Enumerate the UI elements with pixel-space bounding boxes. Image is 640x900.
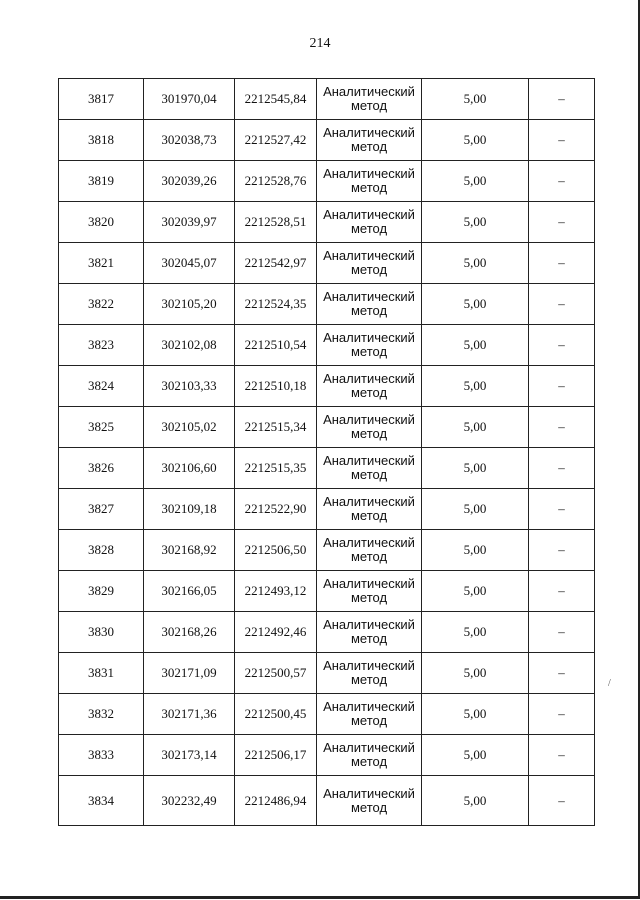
table-row — [59, 79, 595, 120]
method-line-2: метод — [350, 672, 388, 687]
note-cell: – — [529, 653, 595, 694]
table-row — [59, 448, 595, 489]
table-row — [59, 407, 595, 448]
x-coordinate-cell: 302232,49 — [144, 776, 235, 826]
accuracy-cell: 5,00 — [422, 325, 529, 366]
method-cell — [317, 407, 422, 448]
method-line-1: Аналитический — [323, 785, 415, 801]
method-line-2: метод — [350, 549, 388, 564]
method-line-2: метод — [350, 221, 388, 236]
point-number-cell: 3821 — [59, 243, 144, 284]
x-coordinate-cell: 302038,73 — [144, 120, 235, 161]
accuracy-cell: 5,00 — [422, 202, 529, 243]
method-line-2: метод — [350, 180, 388, 195]
x-coordinate-cell: 302171,09 — [144, 653, 235, 694]
method-line-1: Аналитический — [323, 740, 415, 755]
method-cell — [317, 161, 422, 202]
page-number: 214 — [309, 36, 331, 51]
y-coordinate-cell: 2212528,51 — [235, 202, 317, 243]
method-line-2: метод — [350, 754, 388, 769]
table-row — [59, 530, 595, 571]
y-coordinate-cell: 2212492,46 — [235, 612, 317, 653]
coordinates-table — [58, 78, 595, 826]
method-line-2: метод — [350, 631, 388, 646]
method-line-2: метод — [350, 467, 388, 482]
y-coordinate-cell: 2212510,18 — [235, 366, 317, 407]
y-coordinate-cell: 2212528,76 — [235, 161, 317, 202]
note-cell: – — [529, 366, 595, 407]
accuracy-cell: 5,00 — [422, 694, 529, 735]
accuracy-cell: 5,00 — [422, 284, 529, 325]
accuracy-cell: 5,00 — [422, 79, 529, 120]
method-line-1: Аналитический — [323, 617, 415, 632]
method-line-1: Аналитический — [323, 371, 415, 386]
method-cell — [317, 366, 422, 407]
point-number-cell: 3829 — [59, 571, 144, 612]
table-row — [59, 284, 595, 325]
method-line-2: метод — [350, 344, 388, 359]
table-row — [59, 325, 595, 366]
method-line-1: Аналитический — [323, 289, 415, 304]
note-cell: – — [529, 407, 595, 448]
x-coordinate-cell: 302106,60 — [144, 448, 235, 489]
x-coordinate-cell: 302103,33 — [144, 366, 235, 407]
y-coordinate-cell: 2212506,50 — [235, 530, 317, 571]
method-line-1: Аналитический — [323, 453, 415, 468]
scan-artifact: / — [608, 678, 611, 689]
point-number-cell: 3824 — [59, 366, 144, 407]
y-coordinate-cell: 2212515,35 — [235, 448, 317, 489]
method-cell — [317, 120, 422, 161]
x-coordinate-cell: 302173,14 — [144, 735, 235, 776]
accuracy-cell: 5,00 — [422, 612, 529, 653]
accuracy-cell: 5,00 — [422, 735, 529, 776]
x-coordinate-cell: 301970,04 — [144, 79, 235, 120]
method-cell — [317, 735, 422, 776]
method-line-1: Аналитический — [323, 535, 415, 550]
table-row — [59, 571, 595, 612]
method-line-2: метод — [350, 590, 388, 605]
method-line-2: метод — [350, 799, 388, 815]
method-line-2: метод — [350, 303, 388, 318]
table-row — [59, 366, 595, 407]
note-cell: – — [529, 489, 595, 530]
method-line-2: метод — [350, 385, 388, 400]
x-coordinate-cell: 302166,05 — [144, 571, 235, 612]
y-coordinate-cell: 2212500,57 — [235, 653, 317, 694]
note-cell: – — [529, 202, 595, 243]
x-coordinate-cell: 302039,26 — [144, 161, 235, 202]
method-cell — [317, 612, 422, 653]
x-coordinate-cell: 302171,36 — [144, 694, 235, 735]
accuracy-cell: 5,00 — [422, 489, 529, 530]
y-coordinate-cell: 2212524,35 — [235, 284, 317, 325]
y-coordinate-cell: 2212522,90 — [235, 489, 317, 530]
method-line-1: Аналитический — [323, 330, 415, 345]
note-cell: – — [529, 120, 595, 161]
method-line-1: Аналитический — [323, 207, 415, 222]
y-coordinate-cell: 2212510,54 — [235, 325, 317, 366]
method-cell — [317, 530, 422, 571]
method-line-2: метод — [350, 98, 388, 113]
point-number-cell: 3817 — [59, 79, 144, 120]
point-number-cell: 3832 — [59, 694, 144, 735]
method-cell — [317, 571, 422, 612]
table-row — [59, 120, 595, 161]
note-cell: – — [529, 571, 595, 612]
method-cell — [317, 653, 422, 694]
table-row — [59, 161, 595, 202]
method-line-1: Аналитический — [323, 699, 415, 714]
y-coordinate-cell: 2212542,97 — [235, 243, 317, 284]
point-number-cell: 3830 — [59, 612, 144, 653]
note-cell: – — [529, 694, 595, 735]
method-cell — [317, 694, 422, 735]
x-coordinate-cell: 302045,07 — [144, 243, 235, 284]
method-line-1: Аналитический — [323, 166, 415, 181]
method-line-1: Аналитический — [323, 494, 415, 509]
note-cell: – — [529, 735, 595, 776]
accuracy-cell: 5,00 — [422, 571, 529, 612]
table-row — [59, 243, 595, 284]
x-coordinate-cell: 302039,97 — [144, 202, 235, 243]
y-coordinate-cell: 2212500,45 — [235, 694, 317, 735]
y-coordinate-cell: 2212527,42 — [235, 120, 317, 161]
method-line-1: Аналитический — [323, 658, 415, 673]
note-cell: – — [529, 325, 595, 366]
method-line-1: Аналитический — [323, 576, 415, 591]
point-number-cell: 3819 — [59, 161, 144, 202]
accuracy-cell: 5,00 — [422, 120, 529, 161]
point-number-cell: 3827 — [59, 489, 144, 530]
accuracy-cell: 5,00 — [422, 161, 529, 202]
y-coordinate-cell: 2212486,94 — [235, 776, 317, 826]
accuracy-cell: 5,00 — [422, 653, 529, 694]
method-cell — [317, 776, 422, 826]
method-line-2: метод — [350, 139, 388, 154]
method-line-1: Аналитический — [323, 248, 415, 263]
y-coordinate-cell: 2212515,34 — [235, 407, 317, 448]
table-row — [59, 735, 595, 776]
note-cell: – — [529, 243, 595, 284]
note-cell: – — [529, 284, 595, 325]
table-row — [59, 612, 595, 653]
table-row — [59, 694, 595, 735]
note-cell: – — [529, 448, 595, 489]
table-row — [59, 489, 595, 530]
method-cell — [317, 202, 422, 243]
table-body — [59, 79, 595, 826]
x-coordinate-cell: 302168,92 — [144, 530, 235, 571]
method-line-1: Аналитический — [323, 84, 415, 99]
method-line-2: метод — [350, 508, 388, 523]
method-line-1: Аналитический — [323, 125, 415, 140]
point-number-cell: 3825 — [59, 407, 144, 448]
table-row — [59, 202, 595, 243]
point-number-cell: 3833 — [59, 735, 144, 776]
y-coordinate-cell: 2212506,17 — [235, 735, 317, 776]
note-cell: – — [529, 530, 595, 571]
point-number-cell: 3828 — [59, 530, 144, 571]
method-cell — [317, 284, 422, 325]
y-coordinate-cell: 2212493,12 — [235, 571, 317, 612]
method-cell — [317, 448, 422, 489]
point-number-cell: 3823 — [59, 325, 144, 366]
accuracy-cell: 5,00 — [422, 530, 529, 571]
note-cell: – — [529, 161, 595, 202]
method-line-1: Аналитический — [323, 412, 415, 427]
point-number-cell: 3822 — [59, 284, 144, 325]
method-line-2: метод — [350, 426, 388, 441]
x-coordinate-cell: 302109,18 — [144, 489, 235, 530]
point-number-cell: 3834 — [59, 776, 144, 826]
method-line-2: метод — [350, 262, 388, 277]
method-cell — [317, 325, 422, 366]
table-row — [59, 653, 595, 694]
x-coordinate-cell: 302105,20 — [144, 284, 235, 325]
x-coordinate-cell: 302105,02 — [144, 407, 235, 448]
note-cell: – — [529, 612, 595, 653]
point-number-cell: 3818 — [59, 120, 144, 161]
point-number-cell: 3820 — [59, 202, 144, 243]
note-cell: – — [529, 79, 595, 120]
table-row — [59, 776, 595, 826]
accuracy-cell: 5,00 — [422, 448, 529, 489]
method-line-2: метод — [350, 713, 388, 728]
point-number-cell: 3831 — [59, 653, 144, 694]
accuracy-cell: 5,00 — [422, 407, 529, 448]
x-coordinate-cell: 302102,08 — [144, 325, 235, 366]
x-coordinate-cell: 302168,26 — [144, 612, 235, 653]
note-cell: – — [529, 776, 595, 826]
point-number-cell: 3826 — [59, 448, 144, 489]
accuracy-cell: 5,00 — [422, 776, 529, 826]
accuracy-cell: 5,00 — [422, 243, 529, 284]
method-cell — [317, 489, 422, 530]
accuracy-cell: 5,00 — [422, 366, 529, 407]
method-cell — [317, 79, 422, 120]
method-cell — [317, 243, 422, 284]
y-coordinate-cell: 2212545,84 — [235, 79, 317, 120]
